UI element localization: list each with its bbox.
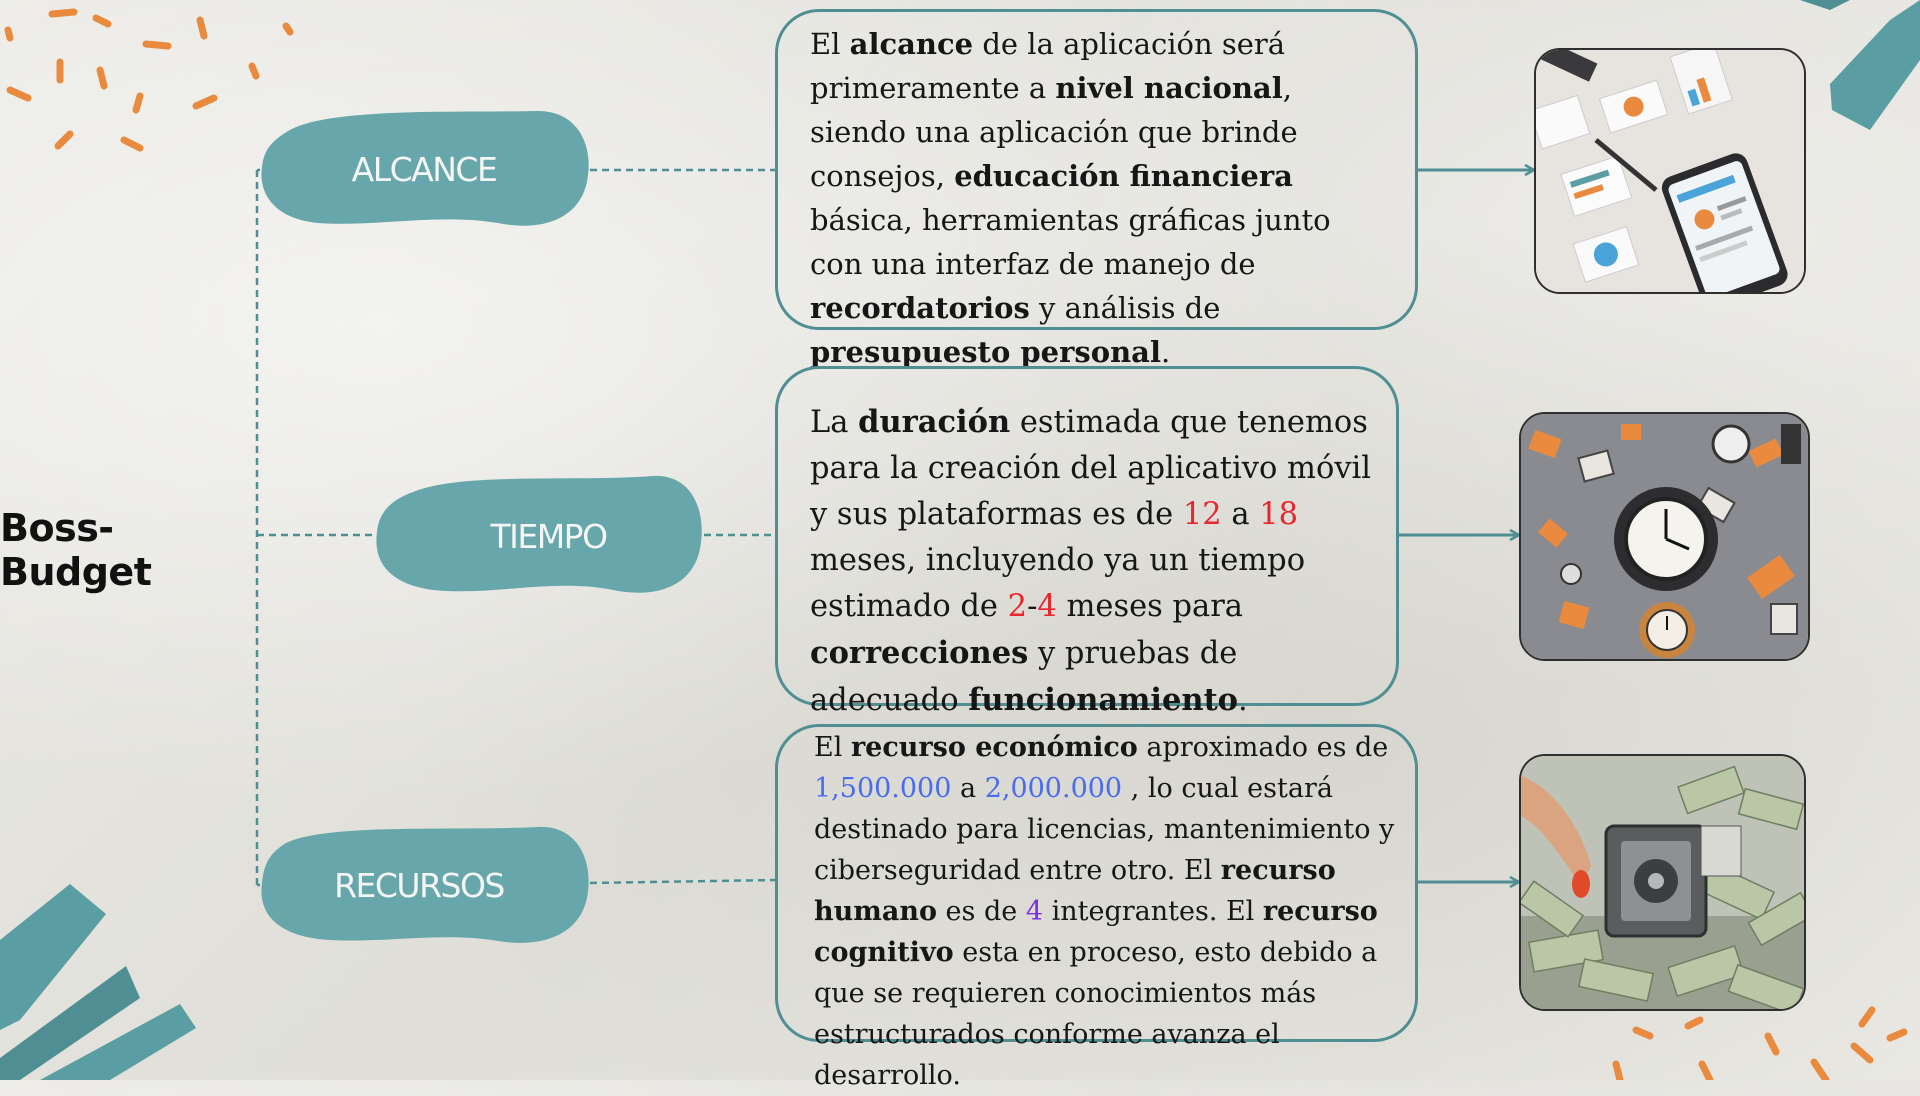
- branch-tiempo-label: TIEMPO: [490, 516, 607, 556]
- alcance-description-card: [775, 9, 1418, 369]
- root-title: Boss-Budget: [0, 506, 152, 594]
- recursos-description-card: [775, 724, 1418, 1091]
- clocks-image: [1521, 414, 1810, 661]
- tiempo-description-card: [775, 366, 1399, 718]
- money-safe-illustration: [1519, 754, 1806, 1011]
- finance-app-image: [1536, 50, 1806, 294]
- recursos-text: El recurso económico aproximado es de 1,500.000 a 2,000.000 , lo cual estará destinado para licencias, mantenimiento y ciberseguridad entre otro. El recurso humano es de 4 integrantes. El recurso cognitivo esta en proceso, esto debido a que se requieren conocimientos más estructurados conforme avanza el desarrollo.: [814, 732, 1395, 1091]
- branch-alcance-label: ALCANCE: [351, 149, 497, 189]
- branch-alcance: [258, 105, 590, 233]
- branch-recursos: [258, 821, 590, 949]
- tiempo-text: La duración estimada que tenemos para la creación del aplicativo móvil y sus plataformas es de 12 a 18 meses, incluyendo ya un tiempo estimado de 2-4 meses para correcciones y pruebas de adecuado funcionamiento.: [810, 404, 1372, 718]
- branch-recursos-label: RECURSOS: [334, 865, 504, 905]
- branch-tiempo: [373, 472, 704, 600]
- finance-app-illustration: [1534, 48, 1806, 294]
- money-image: [1521, 756, 1806, 1011]
- alcance-text: El alcance de la aplicación será primeramente a nivel nacional, siendo una aplicación que brinde consejos, educación financiera básica, herramientas gráficas junto con una interfaz de manejo de recordatorios y análisis de presupuesto personal.: [810, 27, 1331, 369]
- time-clocks-illustration: [1519, 412, 1810, 661]
- recursos-to-card-line: [590, 880, 775, 883]
